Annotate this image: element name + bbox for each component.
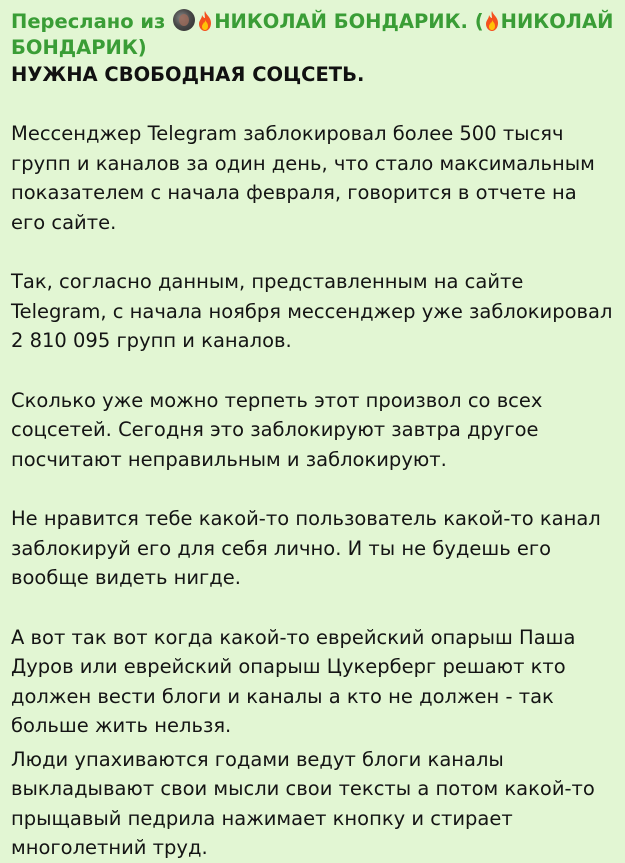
channel-name-tail: БОНДАРИК) [11, 36, 147, 59]
paragraph: Так, согласно данным, представленным на сайте Telegram, с начала ноября мессенджер уже заблокировал 2 810 095 групп и каналов. [11, 270, 613, 352]
channel-name: НИКОЛАЙ БОНДАРИК. ( [214, 10, 484, 33]
paragraph: Сколько уже можно терпеть этот произвол со всех соцсетей. Сегодня это заблокируют завтра другое посчитают неправильным и заблокируют. [11, 388, 543, 471]
forward-prefix: Переслано из [11, 10, 166, 33]
fire-icon [197, 10, 213, 32]
channel-name-repeat: НИКОЛАЙ [500, 10, 614, 33]
forward-header[interactable] [11, 9, 615, 61]
post-title: НУЖНА СВОБОДНАЯ СОЦСЕТЬ. [11, 63, 365, 86]
channel-avatar-icon[interactable] [173, 9, 195, 31]
paragraph: Люди упахиваются годами ведут блоги каналы выкладывают свои мысли свои тексты а потом какой-то прыщавый педрила нажимает кнопку и стирает многолетний труд. [11, 747, 595, 859]
paragraph: Не нравится тебе какой-то пользователь какой-то канал заблокируй его для себя лично. И ты не будешь его вообще видеть нигде. [11, 507, 601, 589]
paragraph: Мессенджер Telegram заблокировал более 500 тысяч групп и каналов за один день, что стало максимальным показателем с начала февраля, говорится в отчете на его сайте. [11, 122, 595, 234]
fire-icon [484, 10, 500, 32]
paragraph: А вот так вот когда какой-то еврейский опарыш Паша Дуров или еврейский опарыш Цукерберг решают кто должен вести блоги и каналы а кто не должен - так больше жить нельзя. [11, 625, 576, 737]
